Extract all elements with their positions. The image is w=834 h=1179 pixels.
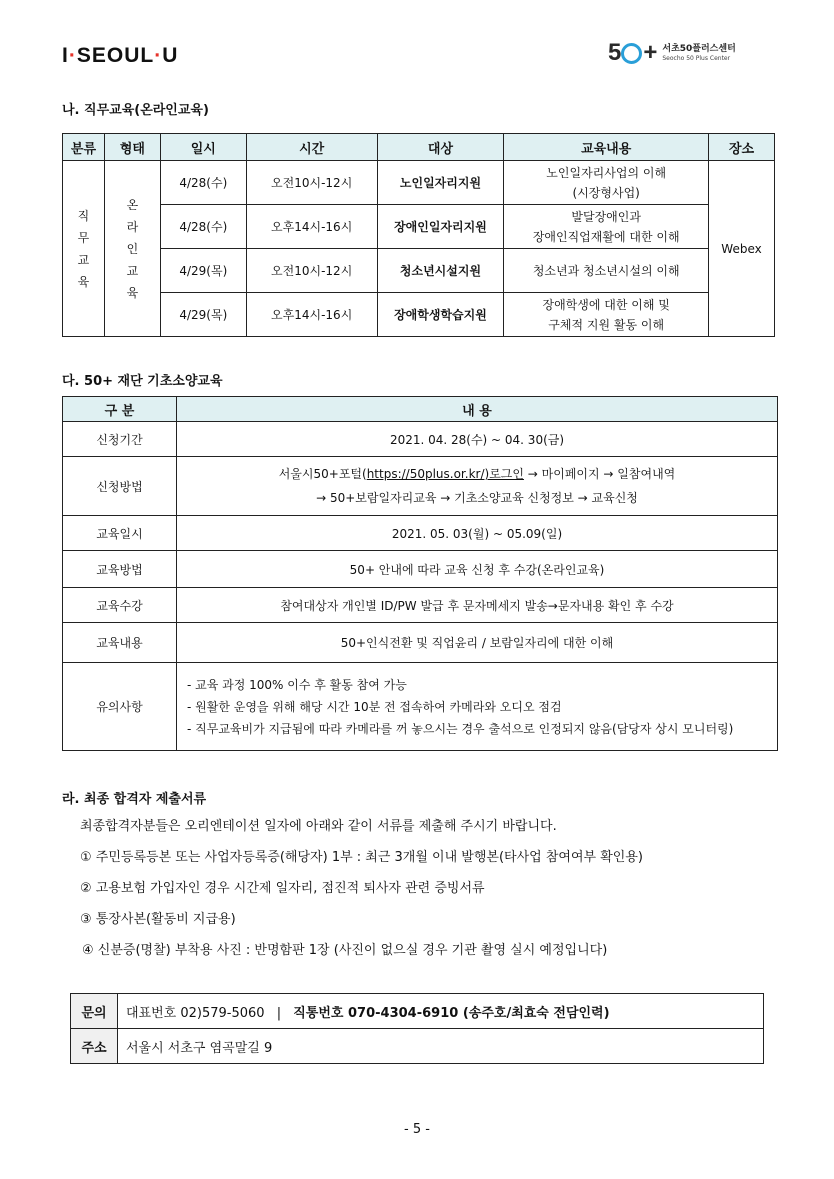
job-training-table <box>62 133 775 337</box>
row-content: 발달장애인과 장애인직업재활에 대한 이해 <box>504 205 709 249</box>
documents-intro: 최종합격자분들은 오리엔테이션 일자에 아래와 같이 서류를 제출해 주시기 바랍니다. <box>80 819 557 834</box>
category-text: 직 무 교 육 <box>77 208 90 289</box>
table-row <box>71 994 764 1029</box>
row-content: 노인일자리사업의 이해 (시장형사업) <box>504 161 709 205</box>
contact-box <box>70 993 764 1064</box>
center-logo <box>608 36 774 70</box>
table-row <box>63 205 775 249</box>
notes-list <box>177 663 778 751</box>
form-text: 온 라 인 교 육 <box>126 197 139 300</box>
main-phone: 대표번호 02)579-5060 <box>126 1005 265 1021</box>
table-header-row <box>63 134 775 161</box>
row-value: 2021. 04. 28(수) ~ 04. 30(금) <box>177 422 778 457</box>
header-date: 일시 <box>160 134 246 161</box>
list-item: - 원활한 운영을 위해 해당 시간 10분 전 접속하여 카메라와 오디오 점검 <box>187 699 562 714</box>
header-time: 시간 <box>246 134 377 161</box>
row-label: 유의사항 <box>63 663 177 751</box>
row-value: 참여대상자 개인별 ID/PW 발급 후 문자메세지 발송→문자내용 확인 후 수강 <box>177 588 778 623</box>
ring-icon <box>621 43 642 64</box>
section-title-basic-training: 다. 50+ 재단 기초소양교육 <box>62 374 223 389</box>
list-item: ③ 통장사본(활동비 지급용) <box>80 912 236 927</box>
table-row <box>63 516 778 551</box>
row-time: 오후14시-16시 <box>246 205 377 249</box>
row-date: 4/28(수) <box>160 205 246 249</box>
logo-u: U <box>162 44 179 67</box>
row-value: 50+인식전환 및 직업윤리 / 보람일자리에 대한 이해 <box>177 623 778 663</box>
list-item: ② 고용보험 가입자인 경우 시간제 일자리, 점진적 퇴사자 관련 증빙서류 <box>80 881 485 896</box>
row-content: 장애학생에 대한 이해 및 구체적 지원 활동 이해 <box>504 293 709 337</box>
fifty-plus-mark: 5 + <box>608 39 657 66</box>
row-value: 2021. 05. 03(월) ~ 05.09(일) <box>177 516 778 551</box>
row-date: 4/29(목) <box>160 249 246 293</box>
table-row <box>63 422 778 457</box>
row-label: 신청방법 <box>63 457 177 516</box>
section-title-job-training: 나. 직무교육(온라인교육) <box>62 103 209 118</box>
seoul-logo: I·SEOUL·U <box>62 44 179 67</box>
header-target: 대상 <box>377 134 504 161</box>
place-cell: Webex <box>709 161 775 337</box>
section-title-documents: 라. 최종 합격자 제출서류 <box>62 792 207 807</box>
row-target: 노인일자리지원 <box>377 161 504 205</box>
row-content: 청소년과 청소년시설의 이해 <box>504 249 709 293</box>
table-row <box>63 663 778 751</box>
row-label: 교육일시 <box>63 516 177 551</box>
inquiry-value: 대표번호 02)579-5060 | 직통번호 070-4304-6910 (송주호/최효숙 전담인력) <box>118 994 764 1029</box>
form-cell <box>104 161 160 337</box>
list-item: - 직무교육비가 지급됨에 따라 카메라를 꺼 놓으시는 경우 출석으로 인정되지 않음(담당자 상시 모니터링) <box>187 721 734 736</box>
list-item: ④ 신분증(명찰) 부착용 사진 : 반명함판 1장 (사진이 없으실 경우 기관 촬영 실시 예정입니다) <box>82 943 608 958</box>
table-header-row <box>63 397 778 422</box>
row-target: 장애학생학습지원 <box>377 293 504 337</box>
logo-i: I <box>62 44 69 67</box>
table-row <box>71 1029 764 1064</box>
category-cell <box>63 161 105 337</box>
center-name-english: Seocho 50 Plus Center <box>662 54 731 62</box>
row-label: 교육내용 <box>63 623 177 663</box>
header-division: 구 분 <box>63 397 177 422</box>
row-time: 오전10시-12시 <box>246 161 377 205</box>
table-row <box>63 457 778 516</box>
portal-link[interactable]: https://50plus.or.kr/)로그인 <box>366 467 524 481</box>
row-target: 청소년시설지원 <box>377 249 504 293</box>
header-category: 분류 <box>63 134 105 161</box>
direct-phone: 직통번호 070-4304-6910 (송주호/최효숙 전담인력) <box>293 1005 610 1021</box>
header-place: 장소 <box>709 134 775 161</box>
row-time: 오후14시-16시 <box>246 293 377 337</box>
logo-seoul: SEOUL <box>76 44 155 67</box>
address-label: 주소 <box>71 1029 118 1064</box>
table-row <box>63 623 778 663</box>
row-target: 장애인일자리지원 <box>377 205 504 249</box>
basic-training-table <box>62 396 778 751</box>
table-row <box>63 293 775 337</box>
page-number: - 5 - <box>404 1122 430 1137</box>
row-date: 4/28(수) <box>160 161 246 205</box>
table-row <box>63 161 775 205</box>
row-value: 서울시50+포털(https://50plus.or.kr/)로그인 → 마이페이지 → 일참여내역 → 50+보람일자리교육 → 기초소양교육 신청정보 → 교육신청 <box>177 457 778 516</box>
table-row <box>63 551 778 588</box>
row-value: 50+ 안내에 따라 교육 신청 후 수강(온라인교육) <box>177 551 778 588</box>
table-row <box>63 249 775 293</box>
row-time: 오전10시-12시 <box>246 249 377 293</box>
list-item: ① 주민등록등본 또는 사업자등록증(해당자) 1부 : 최근 3개월 이내 발행본(타사업 참여여부 확인용) <box>80 850 643 865</box>
address-value: 서울시 서초구 염곡말길 9 <box>118 1029 764 1064</box>
row-label: 교육방법 <box>63 551 177 588</box>
table-row <box>63 588 778 623</box>
header-form: 형태 <box>104 134 160 161</box>
row-date: 4/29(목) <box>160 293 246 337</box>
center-name-korean: 서초50플러스센터 <box>662 43 736 54</box>
row-label: 신청기간 <box>63 422 177 457</box>
inquiry-label: 문의 <box>71 994 118 1029</box>
row-label: 교육수강 <box>63 588 177 623</box>
list-item: - 교육 과정 100% 이수 후 활동 참여 가능 <box>187 677 407 692</box>
header-contents: 내 용 <box>177 397 778 422</box>
header-content: 교육내용 <box>504 134 709 161</box>
